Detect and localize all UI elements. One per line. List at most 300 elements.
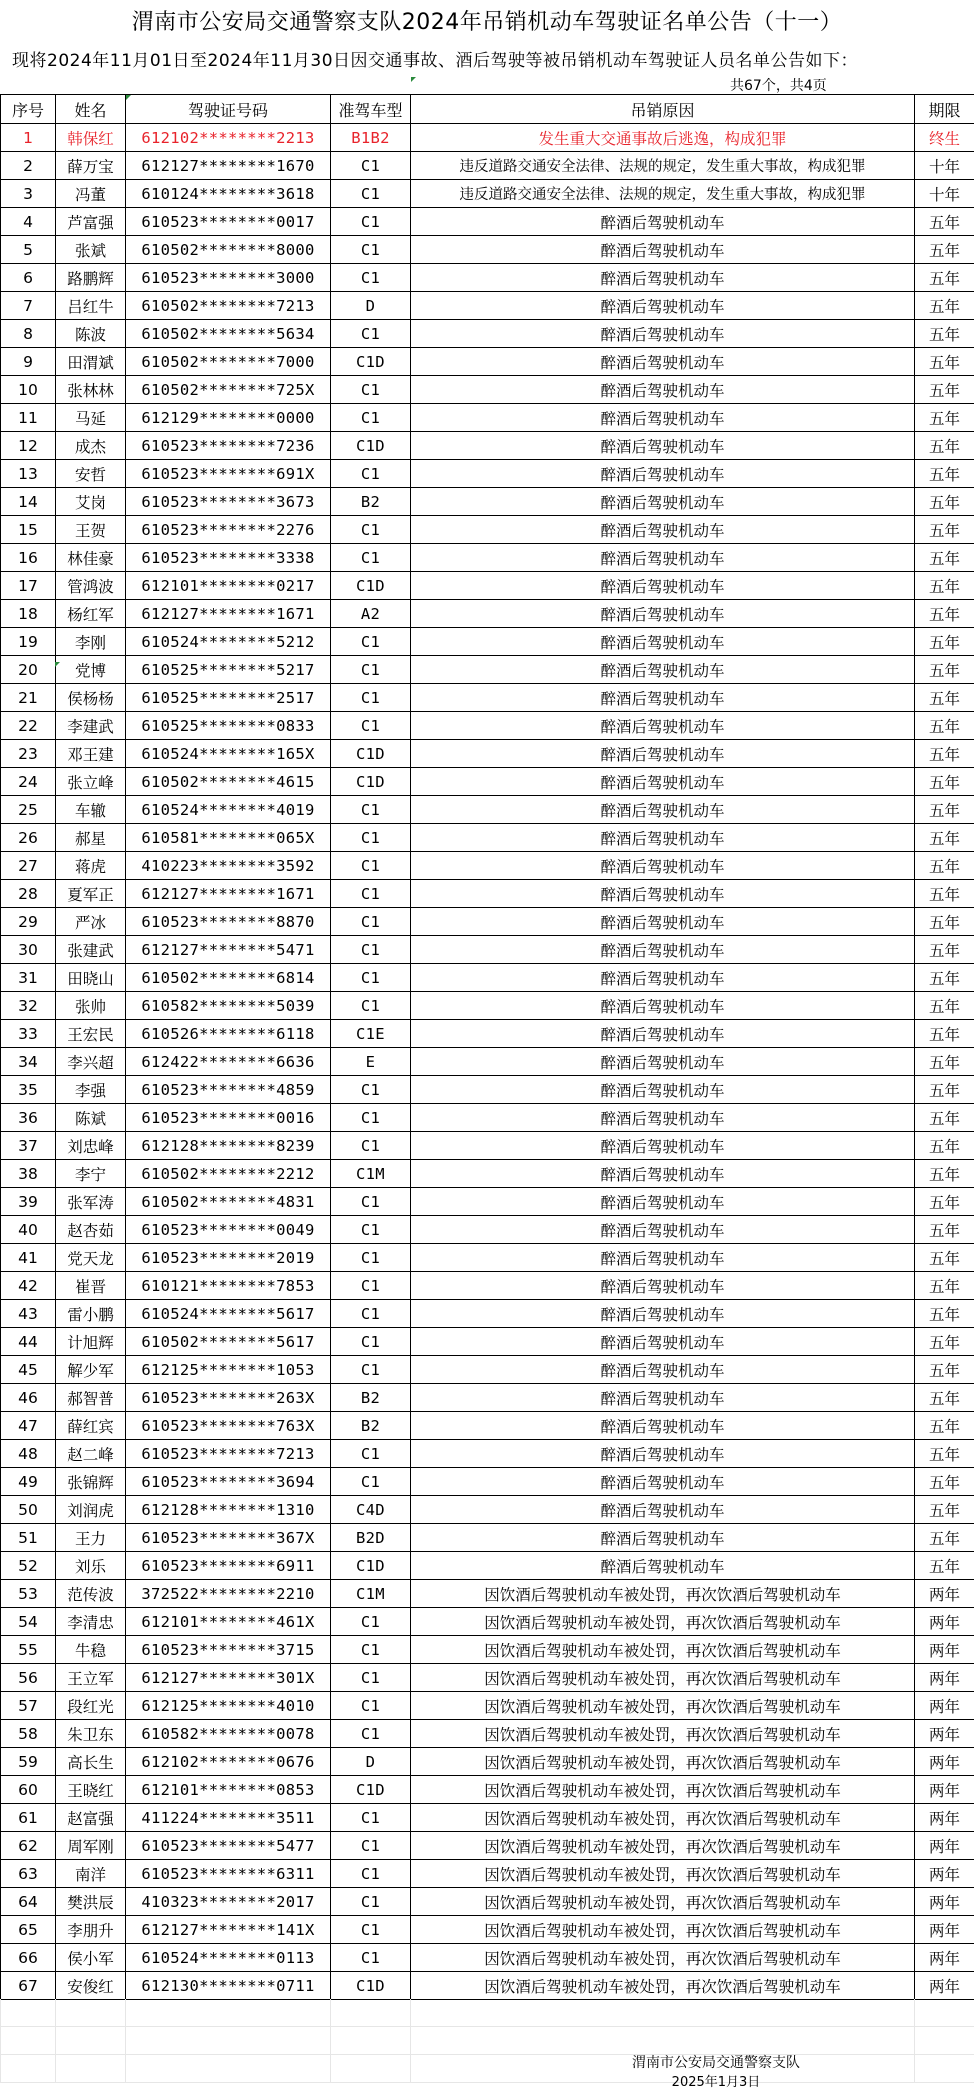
row-reason: 因饮酒后驾驶机动车被处罚，再次饮酒后驾驶机动车 (411, 1832, 915, 1860)
row-reason: 因饮酒后驾驶机动车被处罚，再次饮酒后驾驶机动车 (411, 1944, 915, 1972)
row-name: 林佳豪 (56, 544, 126, 572)
row-index: 39 (1, 1188, 56, 1216)
row-license-number: 610502********4615 (126, 768, 331, 796)
row-index: 41 (1, 1244, 56, 1272)
row-term: 五年 (915, 264, 974, 292)
row-name: 张军涛 (56, 1188, 126, 1216)
row-term: 五年 (915, 740, 974, 768)
row-name: 刘润虎 (56, 1496, 126, 1524)
row-license-number: 610502********725X (126, 376, 331, 404)
row-vehicle-class: C1 (331, 852, 411, 880)
row-reason: 因饮酒后驾驶机动车被处罚，再次饮酒后驾驶机动车 (411, 1608, 915, 1636)
row-term: 两年 (915, 1944, 974, 1972)
row-reason: 醉酒后驾驶机动车 (411, 824, 915, 852)
row-term: 五年 (915, 992, 974, 1020)
table-row (1, 1216, 974, 1244)
row-term: 两年 (915, 1776, 974, 1804)
row-index: 30 (1, 936, 56, 964)
table-row (1, 292, 974, 320)
row-license-number: 610502********5617 (126, 1328, 331, 1356)
row-index: 33 (1, 1020, 56, 1048)
row-name: 车辙 (56, 796, 126, 824)
row-license-number: 411224********3511 (126, 1804, 331, 1832)
row-term: 五年 (915, 572, 974, 600)
row-index: 6 (1, 264, 56, 292)
table-row (1, 1188, 974, 1216)
row-name: 严冰 (56, 908, 126, 936)
row-reason: 醉酒后驾驶机动车 (411, 292, 915, 320)
row-index: 31 (1, 964, 56, 992)
row-term: 两年 (915, 1720, 974, 1748)
row-vehicle-class: B2 (331, 1384, 411, 1412)
row-term: 两年 (915, 1972, 974, 2000)
row-vehicle-class: C1 (331, 264, 411, 292)
row-term: 五年 (915, 936, 974, 964)
row-index: 45 (1, 1356, 56, 1384)
header-name: 姓名 (56, 95, 126, 124)
row-term: 两年 (915, 1916, 974, 1944)
row-index: 27 (1, 852, 56, 880)
row-vehicle-class: C1 (331, 712, 411, 740)
row-term: 五年 (915, 1132, 974, 1160)
row-name: 李刚 (56, 628, 126, 656)
table-row (1, 124, 974, 152)
row-term: 五年 (915, 1188, 974, 1216)
row-term: 五年 (915, 488, 974, 516)
blank-cell (56, 2027, 126, 2055)
row-name: 路鹏辉 (56, 264, 126, 292)
row-vehicle-class: C1 (331, 1860, 411, 1888)
row-index: 20 (1, 656, 56, 684)
row-name: 高长生 (56, 1748, 126, 1776)
row-term: 五年 (915, 1300, 974, 1328)
blank-cell (1, 1999, 56, 2027)
row-name: 解少军 (56, 1356, 126, 1384)
row-license-number: 612102********0676 (126, 1748, 331, 1776)
row-term: 五年 (915, 712, 974, 740)
row-vehicle-class: C1 (331, 1328, 411, 1356)
row-index: 59 (1, 1748, 56, 1776)
row-term: 十年 (915, 152, 974, 180)
row-reason: 醉酒后驾驶机动车 (411, 516, 915, 544)
table-row (1, 1048, 974, 1076)
row-index: 22 (1, 712, 56, 740)
row-term: 五年 (915, 852, 974, 880)
row-index: 15 (1, 516, 56, 544)
row-index: 29 (1, 908, 56, 936)
row-name: 马延 (56, 404, 126, 432)
row-term: 五年 (915, 1244, 974, 1272)
blank-cell (56, 1999, 126, 2027)
row-term: 五年 (915, 1496, 974, 1524)
row-index: 2 (1, 152, 56, 180)
table-row (1, 1160, 974, 1188)
row-name: 邓王建 (56, 740, 126, 768)
row-vehicle-class: D (331, 1748, 411, 1776)
row-term: 五年 (915, 208, 974, 236)
row-name: 张锦辉 (56, 1468, 126, 1496)
row-vehicle-class: C1E (331, 1020, 411, 1048)
row-term: 五年 (915, 404, 974, 432)
row-license-number: 612125********4010 (126, 1692, 331, 1720)
revocation-table (0, 94, 974, 2000)
row-index: 13 (1, 460, 56, 488)
row-name: 雷小鹏 (56, 1300, 126, 1328)
row-reason: 因饮酒后驾驶机动车被处罚，再次饮酒后驾驶机动车 (411, 1636, 915, 1664)
row-name: 刘乐 (56, 1552, 126, 1580)
table-row (1, 1916, 974, 1944)
table-row (1, 880, 974, 908)
blank-row (1, 1999, 974, 2027)
row-vehicle-class: C1D (331, 432, 411, 460)
row-term: 五年 (915, 1356, 974, 1384)
row-license-number: 610581********065X (126, 824, 331, 852)
row-index: 3 (1, 180, 56, 208)
row-license-number: 610523********5477 (126, 1832, 331, 1860)
row-term: 两年 (915, 1804, 974, 1832)
announcement-intro: 现将2024年11月01日至2024年11月30日因交通事故、酒后驾驶等被吊销机动车驾驶证人员名单公告如下： (12, 51, 859, 71)
row-name: 党博 (56, 656, 126, 684)
row-index: 58 (1, 1720, 56, 1748)
table-row (1, 600, 974, 628)
row-license-number: 610502********8000 (126, 236, 331, 264)
row-vehicle-class: C1 (331, 1944, 411, 1972)
row-vehicle-class: C1M (331, 1160, 411, 1188)
table-row (1, 796, 974, 824)
row-vehicle-class: C1 (331, 1720, 411, 1748)
table-row (1, 1384, 974, 1412)
row-term: 五年 (915, 1440, 974, 1468)
row-vehicle-class: C1 (331, 1300, 411, 1328)
row-license-number: 612101********0853 (126, 1776, 331, 1804)
table-row (1, 1804, 974, 1832)
blank-cell (1, 2027, 56, 2055)
row-vehicle-class: C1 (331, 1440, 411, 1468)
row-term: 两年 (915, 1748, 974, 1776)
row-vehicle-class: C1D (331, 348, 411, 376)
table-row (1, 432, 974, 460)
row-reason: 醉酒后驾驶机动车 (411, 320, 915, 348)
row-term: 五年 (915, 1412, 974, 1440)
footer-organization: 渭南市公安局交通警察支队 (632, 2055, 800, 2071)
record-count: 共67个，共4页 (730, 78, 827, 94)
row-index: 1 (1, 124, 56, 152)
row-license-number: 612127********1671 (126, 600, 331, 628)
row-term: 五年 (915, 1384, 974, 1412)
row-reason: 醉酒后驾驶机动车 (411, 1244, 915, 1272)
row-term: 五年 (915, 1216, 974, 1244)
table-row (1, 1244, 974, 1272)
row-vehicle-class: A2 (331, 600, 411, 628)
table-row (1, 376, 974, 404)
row-term: 两年 (915, 1860, 974, 1888)
row-license-number: 612127********141X (126, 1916, 331, 1944)
row-name: 郝星 (56, 824, 126, 852)
row-term: 五年 (915, 880, 974, 908)
header-index: 序号 (1, 95, 56, 124)
header-term: 期限 (915, 95, 974, 124)
cell-comment-marker (55, 662, 60, 667)
row-term: 五年 (915, 796, 974, 824)
row-term: 十年 (915, 180, 974, 208)
blank-row (1, 2027, 974, 2055)
row-reason: 醉酒后驾驶机动车 (411, 740, 915, 768)
row-index: 34 (1, 1048, 56, 1076)
row-reason: 醉酒后驾驶机动车 (411, 264, 915, 292)
row-reason: 因饮酒后驾驶机动车被处罚，再次饮酒后驾驶机动车 (411, 1720, 915, 1748)
row-license-number: 610502********7000 (126, 348, 331, 376)
row-reason: 醉酒后驾驶机动车 (411, 1384, 915, 1412)
row-reason: 醉酒后驾驶机动车 (411, 460, 915, 488)
row-reason: 醉酒后驾驶机动车 (411, 1524, 915, 1552)
table-row (1, 1076, 974, 1104)
row-name: 夏军正 (56, 880, 126, 908)
row-vehicle-class: C1 (331, 1104, 411, 1132)
row-reason: 醉酒后驾驶机动车 (411, 992, 915, 1020)
row-name: 杨红军 (56, 600, 126, 628)
row-vehicle-class: C1D (331, 572, 411, 600)
row-index: 54 (1, 1608, 56, 1636)
row-vehicle-class: C1 (331, 796, 411, 824)
row-license-number: 610523********0016 (126, 1104, 331, 1132)
row-vehicle-class: C1 (331, 1832, 411, 1860)
row-name: 薛红宾 (56, 1412, 126, 1440)
row-term: 五年 (915, 964, 974, 992)
row-term: 终生 (915, 124, 974, 152)
row-name: 王力 (56, 1524, 126, 1552)
row-name: 吕红牛 (56, 292, 126, 320)
table-row (1, 1664, 974, 1692)
row-reason: 醉酒后驾驶机动车 (411, 712, 915, 740)
table-row (1, 1328, 974, 1356)
row-license-number: 612129********0000 (126, 404, 331, 432)
row-reason: 醉酒后驾驶机动车 (411, 488, 915, 516)
row-license-number: 610523********0049 (126, 1216, 331, 1244)
row-name: 艾岗 (56, 488, 126, 516)
table-row (1, 964, 974, 992)
table-row (1, 908, 974, 936)
row-name: 周军刚 (56, 1832, 126, 1860)
row-license-number: 610524********5617 (126, 1300, 331, 1328)
row-reason: 醉酒后驾驶机动车 (411, 1468, 915, 1496)
row-vehicle-class: C1 (331, 1188, 411, 1216)
table-row (1, 544, 974, 572)
row-reason: 因饮酒后驾驶机动车被处罚，再次饮酒后驾驶机动车 (411, 1692, 915, 1720)
row-vehicle-class: C1 (331, 1356, 411, 1384)
row-index: 44 (1, 1328, 56, 1356)
row-index: 25 (1, 796, 56, 824)
row-index: 66 (1, 1944, 56, 1972)
row-name: 赵杏茹 (56, 1216, 126, 1244)
row-license-number: 610523********263X (126, 1384, 331, 1412)
row-index: 40 (1, 1216, 56, 1244)
table-row (1, 1720, 974, 1748)
table-row (1, 1020, 974, 1048)
row-name: 南洋 (56, 1860, 126, 1888)
row-vehicle-class: C1 (331, 1636, 411, 1664)
row-license-number: 610524********0113 (126, 1944, 331, 1972)
row-license-number: 610525********2517 (126, 684, 331, 712)
row-vehicle-class: B2D (331, 1524, 411, 1552)
row-name: 范传波 (56, 1580, 126, 1608)
table-row (1, 824, 974, 852)
row-vehicle-class: C1D (331, 740, 411, 768)
row-vehicle-class: C1 (331, 208, 411, 236)
row-name: 田渭斌 (56, 348, 126, 376)
row-index: 17 (1, 572, 56, 600)
row-reason: 违反道路交通安全法律、法规的规定，发生重大事故，构成犯罪 (411, 152, 915, 180)
row-index: 35 (1, 1076, 56, 1104)
row-reason: 醉酒后驾驶机动车 (411, 1104, 915, 1132)
row-name: 张建武 (56, 936, 126, 964)
row-index: 16 (1, 544, 56, 572)
row-reason: 醉酒后驾驶机动车 (411, 236, 915, 264)
row-name: 王贺 (56, 516, 126, 544)
row-license-number: 612128********8239 (126, 1132, 331, 1160)
table-row (1, 936, 974, 964)
row-license-number: 612101********461X (126, 1608, 331, 1636)
row-license-number: 610582********0078 (126, 1720, 331, 1748)
row-vehicle-class: D (331, 292, 411, 320)
row-vehicle-class: C1M (331, 1580, 411, 1608)
table-row (1, 572, 974, 600)
row-vehicle-class: C1 (331, 936, 411, 964)
row-index: 47 (1, 1412, 56, 1440)
table-row (1, 1692, 974, 1720)
row-vehicle-class: C1 (331, 1244, 411, 1272)
row-name: 管鸿波 (56, 572, 126, 600)
row-reason: 醉酒后驾驶机动车 (411, 684, 915, 712)
row-index: 4 (1, 208, 56, 236)
row-license-number: 610582********5039 (126, 992, 331, 1020)
table-row (1, 740, 974, 768)
table-row (1, 992, 974, 1020)
row-license-number: 610523********3000 (126, 264, 331, 292)
row-reason: 醉酒后驾驶机动车 (411, 1132, 915, 1160)
table-row (1, 488, 974, 516)
row-reason: 醉酒后驾驶机动车 (411, 796, 915, 824)
row-reason: 醉酒后驾驶机动车 (411, 208, 915, 236)
row-name: 李兴超 (56, 1048, 126, 1076)
row-index: 14 (1, 488, 56, 516)
table-body (1, 124, 974, 2000)
row-term: 两年 (915, 1888, 974, 1916)
table-row (1, 348, 974, 376)
row-reason: 醉酒后驾驶机动车 (411, 936, 915, 964)
row-license-number: 610524********165X (126, 740, 331, 768)
row-index: 38 (1, 1160, 56, 1188)
row-license-number: 610525********5217 (126, 656, 331, 684)
row-name: 张林林 (56, 376, 126, 404)
row-term: 两年 (915, 1580, 974, 1608)
table-header-row (1, 95, 974, 124)
row-term: 五年 (915, 1076, 974, 1104)
row-license-number: 610523********7213 (126, 1440, 331, 1468)
row-term: 五年 (915, 1328, 974, 1356)
row-name: 张帅 (56, 992, 126, 1020)
table-row (1, 1524, 974, 1552)
row-license-number: 612422********6636 (126, 1048, 331, 1076)
row-index: 48 (1, 1440, 56, 1468)
row-vehicle-class: C1 (331, 376, 411, 404)
row-index: 61 (1, 1804, 56, 1832)
row-name: 李清忠 (56, 1608, 126, 1636)
row-name: 陈波 (56, 320, 126, 348)
row-vehicle-class: C1D (331, 1552, 411, 1580)
row-license-number: 612127********301X (126, 1664, 331, 1692)
row-index: 51 (1, 1524, 56, 1552)
announcement-title: 渭南市公安局交通警察支队2024年吊销机动车驾驶证名单公告（十一） (131, 10, 843, 35)
row-index: 50 (1, 1496, 56, 1524)
row-name: 成杰 (56, 432, 126, 460)
row-term: 五年 (915, 348, 974, 376)
row-term: 五年 (915, 656, 974, 684)
table-row (1, 1356, 974, 1384)
row-reason: 因饮酒后驾驶机动车被处罚，再次饮酒后驾驶机动车 (411, 1776, 915, 1804)
row-name: 韩保红 (56, 124, 126, 152)
row-vehicle-class: C1 (331, 684, 411, 712)
cell-comment-marker (411, 77, 416, 82)
row-name: 陈斌 (56, 1104, 126, 1132)
header-license-number: 驾驶证号码 (126, 95, 331, 124)
row-name: 蒋虎 (56, 852, 126, 880)
row-index: 62 (1, 1832, 56, 1860)
blank-cell (411, 1999, 915, 2027)
row-reason: 醉酒后驾驶机动车 (411, 432, 915, 460)
table-row (1, 628, 974, 656)
row-term: 五年 (915, 1104, 974, 1132)
row-name: 朱卫东 (56, 1720, 126, 1748)
row-name: 樊洪辰 (56, 1888, 126, 1916)
row-index: 9 (1, 348, 56, 376)
row-license-number: 610523********691X (126, 460, 331, 488)
row-index: 36 (1, 1104, 56, 1132)
row-reason: 醉酒后驾驶机动车 (411, 1076, 915, 1104)
row-reason: 醉酒后驾驶机动车 (411, 404, 915, 432)
row-license-number: 612127********5471 (126, 936, 331, 964)
row-license-number: 610523********4859 (126, 1076, 331, 1104)
row-vehicle-class: C1 (331, 1608, 411, 1636)
row-vehicle-class: C1 (331, 656, 411, 684)
row-vehicle-class: C1 (331, 1888, 411, 1916)
row-reason: 醉酒后驾驶机动车 (411, 600, 915, 628)
row-term: 五年 (915, 432, 974, 460)
table-row (1, 516, 974, 544)
row-reason: 醉酒后驾驶机动车 (411, 768, 915, 796)
row-reason: 醉酒后驾驶机动车 (411, 1020, 915, 1048)
row-index: 21 (1, 684, 56, 712)
row-reason: 因饮酒后驾驶机动车被处罚，再次饮酒后驾驶机动车 (411, 1860, 915, 1888)
row-index: 57 (1, 1692, 56, 1720)
table-row (1, 152, 974, 180)
row-term: 两年 (915, 1608, 974, 1636)
row-term: 五年 (915, 628, 974, 656)
row-reason: 醉酒后驾驶机动车 (411, 1328, 915, 1356)
row-reason: 醉酒后驾驶机动车 (411, 1188, 915, 1216)
row-reason: 醉酒后驾驶机动车 (411, 1300, 915, 1328)
row-vehicle-class: C1 (331, 460, 411, 488)
row-vehicle-class: C1 (331, 1804, 411, 1832)
table-row (1, 1552, 974, 1580)
row-vehicle-class: C1 (331, 1692, 411, 1720)
blank-cell (331, 2055, 411, 2083)
row-reason: 违反道路交通安全法律、法规的规定，发生重大事故，构成犯罪 (411, 180, 915, 208)
blank-cell (915, 1999, 974, 2027)
row-vehicle-class: B1B2 (331, 124, 411, 152)
row-name: 赵富强 (56, 1804, 126, 1832)
row-license-number: 610502********4831 (126, 1188, 331, 1216)
table-row (1, 1860, 974, 1888)
